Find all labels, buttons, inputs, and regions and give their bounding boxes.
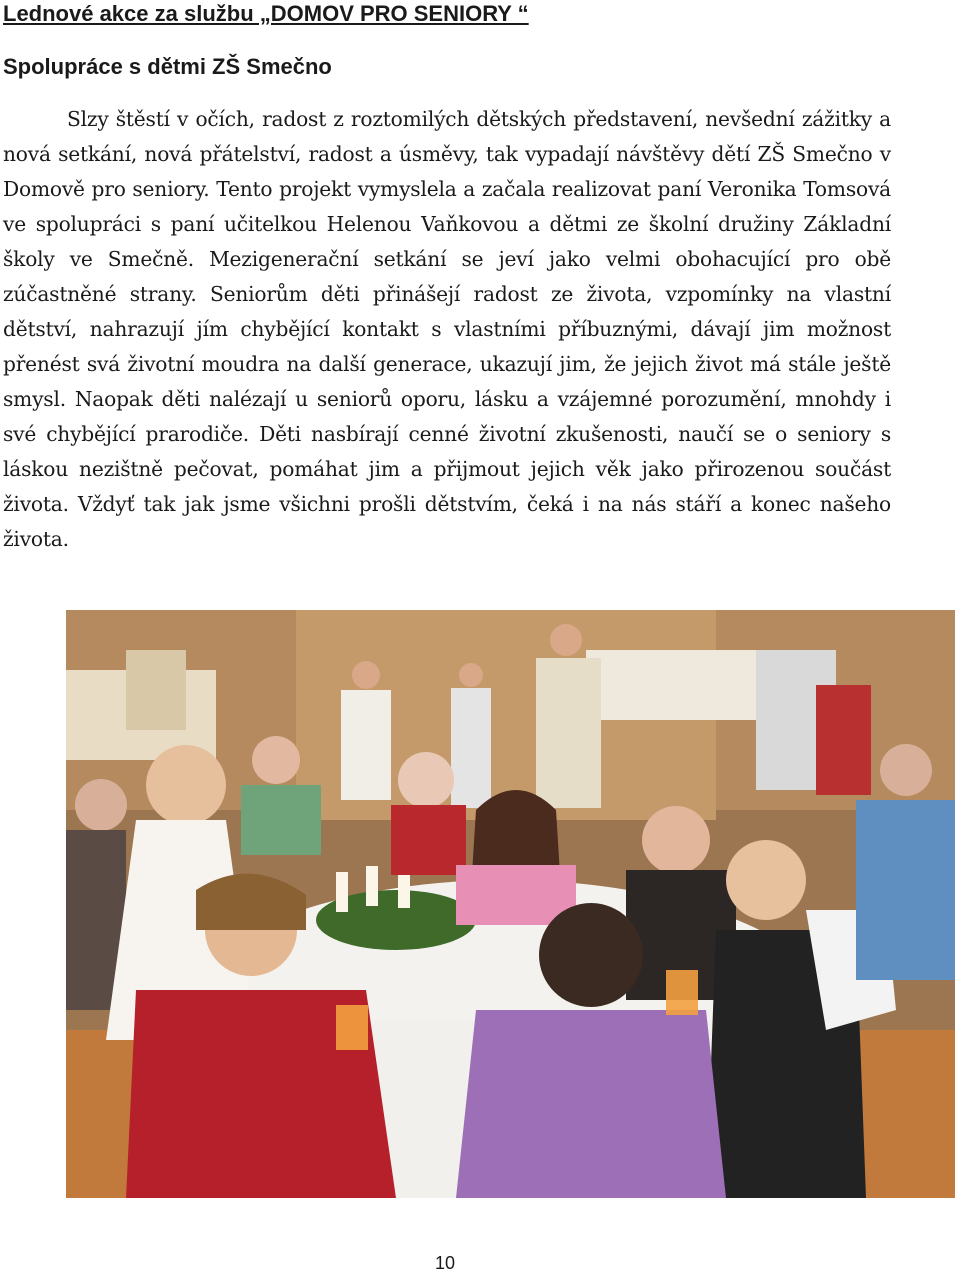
body-paragraph: Slzy štěstí v očích, radost z roztomilých dětských představení, nevšední zážitky a nová setkání, nová přátelství, radost a úsměvy, tak vypadají návštěvy dětí ZŠ Smečno v Domově pro seniory. Tento projekt vymyslela a začala realizovat paní Veronika Tomsová ve spolupráci s paní učitelkou Helenou Vaňkovou a dětmi ze školní družiny Základní školy ve Smečně. Mezigenerační setkání se jeví jako velmi obohacující pro obě zúčastněné strany. Seniorům děti přinášejí radost ze života, vzpomínky na vlastní dětství, nahrazují jím chybějící kontakt s vlastními příbuznými, dávají jim možnost přenést svá životní moudra na další generace, ukazují jim, že jejich život má stále ještě smysl. Naopak děti nalézají u seniorů oporu, lásku a vzájemné porozumění, mnohdy i své chybějící prarodiče. Děti nasbírají cenné životní zkušenosti, naučí se o seniory s láskou nezištně pečovat, pomáhat jim a přijmout jejich věk jako přirozenou součást života. Vždyť tak jak jsme všichni prošli dětstvím, čeká i na nás stáří a konec našeho života. <box>3 107 891 551</box>
section-title: Spolupráce s dětmi ZŠ Smečno <box>3 54 332 79</box>
event-photo <box>66 610 955 1198</box>
page-number: 10 <box>434 1253 456 1273</box>
document-title: Lednové akce za službu „DOMOV PRO SENIORY “ <box>3 1 529 26</box>
